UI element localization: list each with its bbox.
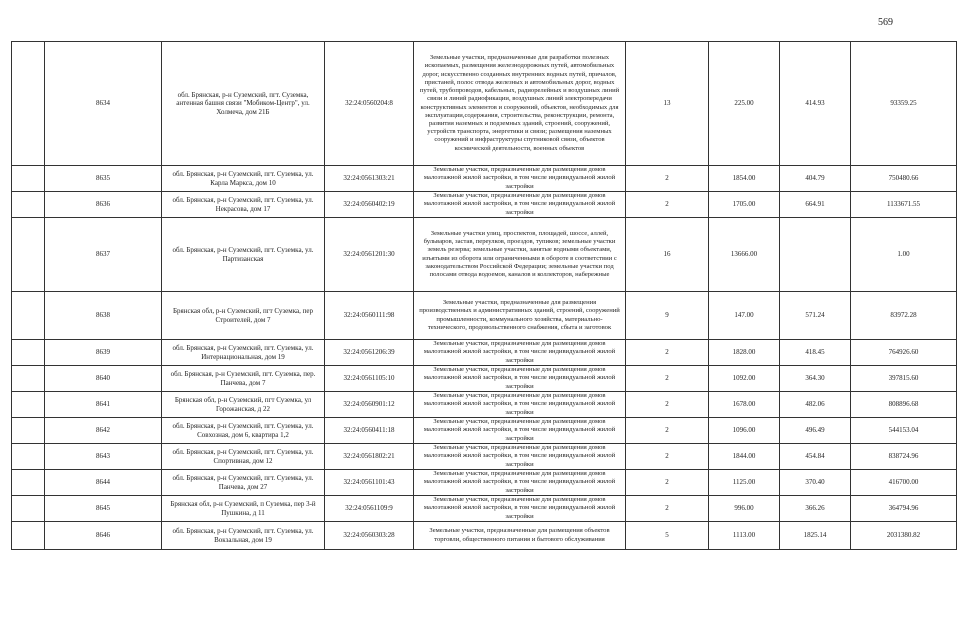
specific-value: 1825.14 bbox=[780, 522, 851, 550]
specific-value: 370.40 bbox=[780, 470, 851, 496]
address-cell: обл. Брянская, р-н Суземский, пгт. Суземка, ул. Партизанская bbox=[162, 218, 325, 292]
specific-value: 364.30 bbox=[780, 366, 851, 392]
cadastral-number: 32:24:0560901:12 bbox=[325, 392, 414, 418]
page-number: 569 bbox=[878, 17, 893, 28]
address-cell: обл. Брянская, р-н Суземский, пгт. Суземка, ул. Интернациональная, дом 19 bbox=[162, 340, 325, 366]
area-value: 1854.00 bbox=[709, 166, 780, 192]
area-value: 1678.00 bbox=[709, 392, 780, 418]
address-cell: Брянская обл, р-н Суземский, п Суземка, пер 3-й Пушкина, д 11 bbox=[162, 496, 325, 522]
cadastral-cost: 1.00 bbox=[851, 218, 957, 292]
spacer-cell bbox=[12, 392, 45, 418]
row-number: 8644 bbox=[45, 470, 162, 496]
group-code: 2 bbox=[626, 496, 709, 522]
group-code: 2 bbox=[626, 340, 709, 366]
table-row bbox=[12, 470, 957, 496]
table-body bbox=[12, 42, 957, 550]
area-value: 225.00 bbox=[709, 42, 780, 166]
row-number: 8634 bbox=[45, 42, 162, 166]
spacer-cell bbox=[12, 292, 45, 340]
cadastral-number: 32:24:0560303:28 bbox=[325, 522, 414, 550]
area-value: 1113.00 bbox=[709, 522, 780, 550]
address-cell: обл. Брянская, р-н Суземский, пгт. Суземка, ул. Совхозная, дом 6, квартира 1,2 bbox=[162, 418, 325, 444]
row-number: 8643 bbox=[45, 444, 162, 470]
table-row bbox=[12, 496, 957, 522]
table-row bbox=[12, 192, 957, 218]
permitted-use: Земельные участки, предназначенные для размещения домов малоэтажной жилой застройки, в том числе индивидуальной жилой застройки bbox=[414, 392, 626, 418]
land-cadastre-table bbox=[11, 41, 957, 550]
address-cell: обл. Брянская, р-н Суземский, пгт. Суземка, ул. Карла Маркса, дом 10 bbox=[162, 166, 325, 192]
address-cell: обл. Брянская, р-н Суземский, пгт. Суземка, ул. Некрасова, дом 17 bbox=[162, 192, 325, 218]
group-code: 5 bbox=[626, 522, 709, 550]
group-code: 2 bbox=[626, 444, 709, 470]
table-row bbox=[12, 292, 957, 340]
specific-value: 496.49 bbox=[780, 418, 851, 444]
permitted-use: Земельные участки, предназначенные для размещения объектов торговли, общественного питания и бытового обслуживания bbox=[414, 522, 626, 550]
cadastral-number: 32:24:0561105:10 bbox=[325, 366, 414, 392]
cadastral-cost: 1133671.55 bbox=[851, 192, 957, 218]
row-number: 8645 bbox=[45, 496, 162, 522]
area-value: 1828.00 bbox=[709, 340, 780, 366]
specific-value: 414.93 bbox=[780, 42, 851, 166]
cadastral-number: 32:24:0561109:9 bbox=[325, 496, 414, 522]
cadastral-cost: 764926.60 bbox=[851, 340, 957, 366]
spacer-cell bbox=[12, 522, 45, 550]
cadastral-cost: 364794.96 bbox=[851, 496, 957, 522]
cadastral-cost: 83972.28 bbox=[851, 292, 957, 340]
address-cell: обл. Брянская, р-н Суземский, пгт. Суземка, ул. Панчева, дом 27 bbox=[162, 470, 325, 496]
permitted-use: Земельные участки, предназначенные для размещения производственных и административных зданий, строений, сооружений промышленности, коммунального хозяйства, материально-технического, продовольственного снабжения, сбыта и заготовок bbox=[414, 292, 626, 340]
cadastral-number: 32:24:0561206:39 bbox=[325, 340, 414, 366]
permitted-use: Земельные участки, предназначенные для размещения домов малоэтажной жилой застройки, в том числе индивидуальной жилой застройки bbox=[414, 192, 626, 218]
table-row bbox=[12, 444, 957, 470]
permitted-use: Земельные участки, предназначенные для размещения домов малоэтажной жилой застройки, в том числе индивидуальной жилой застройки bbox=[414, 366, 626, 392]
row-number: 8646 bbox=[45, 522, 162, 550]
spacer-cell bbox=[12, 444, 45, 470]
table-row bbox=[12, 366, 957, 392]
cadastral-number: 32:24:0561303:21 bbox=[325, 166, 414, 192]
spacer-cell bbox=[12, 218, 45, 292]
cadastral-cost: 750480.66 bbox=[851, 166, 957, 192]
specific-value: 454.84 bbox=[780, 444, 851, 470]
row-number: 8636 bbox=[45, 192, 162, 218]
cadastral-cost: 416700.00 bbox=[851, 470, 957, 496]
specific-value: 664.91 bbox=[780, 192, 851, 218]
address-cell: Брянская обл, р-н Суземский, пгт Суземка, ул Горожанская, д 22 bbox=[162, 392, 325, 418]
permitted-use: Земельные участки улиц, проспектов, площадей, шоссе, аллей, бульваров, застав, переулков, проездов, тупиков; земельные участки земель резерва; земельные участки, занятые водными объектами, изъятыми из оборота или ограниченными в обороте в соответствии с законодательством Российской Федерации; земельные участки под полосами отвода водоемов, каналов и коллекторов, набережные bbox=[414, 218, 626, 292]
area-value: 1096.00 bbox=[709, 418, 780, 444]
spacer-cell bbox=[12, 340, 45, 366]
group-code: 13 bbox=[626, 42, 709, 166]
permitted-use: Земельные участки, предназначенные для размещения домов малоэтажной жилой застройки, в том числе индивидуальной жилой застройки bbox=[414, 444, 626, 470]
table-row bbox=[12, 166, 957, 192]
cadastral-cost: 808896.68 bbox=[851, 392, 957, 418]
group-code: 2 bbox=[626, 418, 709, 444]
table-row bbox=[12, 522, 957, 550]
specific-value: 571.24 bbox=[780, 292, 851, 340]
group-code: 16 bbox=[626, 218, 709, 292]
cadastral-cost: 2031380.82 bbox=[851, 522, 957, 550]
row-number: 8637 bbox=[45, 218, 162, 292]
spacer-cell bbox=[12, 166, 45, 192]
area-value: 147.00 bbox=[709, 292, 780, 340]
area-value: 1092.00 bbox=[709, 366, 780, 392]
cadastral-number: 32:24:0560204:8 bbox=[325, 42, 414, 166]
spacer-cell bbox=[12, 42, 45, 166]
specific-value: 404.79 bbox=[780, 166, 851, 192]
group-code: 2 bbox=[626, 366, 709, 392]
cadastral-cost: 397815.60 bbox=[851, 366, 957, 392]
spacer-cell bbox=[12, 192, 45, 218]
specific-value: 418.45 bbox=[780, 340, 851, 366]
row-number: 8639 bbox=[45, 340, 162, 366]
address-cell: Брянская обл, р-н Суземский, пгт Суземка, пер Строителей, дом 7 bbox=[162, 292, 325, 340]
cadastral-number: 32:24:0560402:19 bbox=[325, 192, 414, 218]
cadastral-number: 32:24:0560411:18 bbox=[325, 418, 414, 444]
address-cell: обл. Брянская, р-н Суземский, пгт. Суземка, ул. Вокзальная, дом 19 bbox=[162, 522, 325, 550]
area-value: 1705.00 bbox=[709, 192, 780, 218]
cadastral-number: 32:24:0561101:43 bbox=[325, 470, 414, 496]
specific-value: 482.06 bbox=[780, 392, 851, 418]
row-number: 8640 bbox=[45, 366, 162, 392]
spacer-cell bbox=[12, 366, 45, 392]
spacer-cell bbox=[12, 470, 45, 496]
spacer-cell bbox=[12, 418, 45, 444]
address-cell: обл. Брянская, р-н Суземский, пгт. Суземка, антенная башня связи "Мобиком-Центр", ул. Холмеча, дом 21Б bbox=[162, 42, 325, 166]
address-cell: обл. Брянская, р-н Суземский, пгт. Суземка, ул. Спортивная, дом 12 bbox=[162, 444, 325, 470]
row-number: 8638 bbox=[45, 292, 162, 340]
area-value: 13666.00 bbox=[709, 218, 780, 292]
area-value: 1844.00 bbox=[709, 444, 780, 470]
spacer-cell bbox=[12, 496, 45, 522]
cadastral-number: 32:24:0561201:30 bbox=[325, 218, 414, 292]
permitted-use: Земельные участки, предназначенные для разработки полезных ископаемых, размещения железнодорожных путей, автомобильных дорог, искусственно созданных внутренних водных путей, причалов, пристаней, полос отвода железных и автомобильных дорог, водных путей, трубопроводов, кабельных, радиорелейных и воздушных линий связи и линий радиофикации, воздушных линий электропередачи конструктивных элементов и сооружений, объектов, необходимых для эксплуатации,содержания, строительства, реконструкции, ремонта, развития наземных и подземных зданий, строений, сооружений, устройств транспорта, энергетики и связи; размещения наземных сооружений и инфраструктуры спутниковой связи, объектов космической деятельности, военных объектов bbox=[414, 42, 626, 166]
specific-value: 366.26 bbox=[780, 496, 851, 522]
row-number: 8641 bbox=[45, 392, 162, 418]
permitted-use: Земельные участки, предназначенные для размещения домов малоэтажной жилой застройки, в том числе индивидуальной жилой застройки bbox=[414, 418, 626, 444]
permitted-use: Земельные участки, предназначенные для размещения домов малоэтажной жилой застройки, в том числе индивидуальной жилой застройки bbox=[414, 496, 626, 522]
cadastral-number: 32:24:0560111:98 bbox=[325, 292, 414, 340]
cadastral-number: 32:24:0561802:21 bbox=[325, 444, 414, 470]
cadastral-cost: 544153.04 bbox=[851, 418, 957, 444]
table-row bbox=[12, 42, 957, 166]
group-code: 2 bbox=[626, 470, 709, 496]
table-row bbox=[12, 218, 957, 292]
cadastral-cost: 838724.96 bbox=[851, 444, 957, 470]
specific-value bbox=[780, 218, 851, 292]
table-row bbox=[12, 392, 957, 418]
cadastral-cost: 93359.25 bbox=[851, 42, 957, 166]
group-code: 2 bbox=[626, 392, 709, 418]
area-value: 996.00 bbox=[709, 496, 780, 522]
table-row bbox=[12, 418, 957, 444]
permitted-use: Земельные участки, предназначенные для размещения домов малоэтажной жилой застройки, в том числе индивидуальной жилой застройки bbox=[414, 470, 626, 496]
address-cell: обл. Брянская, р-н Суземский, пгт. Суземка, пер. Панчева, дом 7 bbox=[162, 366, 325, 392]
group-code: 9 bbox=[626, 292, 709, 340]
row-number: 8635 bbox=[45, 166, 162, 192]
group-code: 2 bbox=[626, 166, 709, 192]
permitted-use: Земельные участки, предназначенные для размещения домов малоэтажной жилой застройки, в том числе индивидуальной жилой застройки bbox=[414, 166, 626, 192]
row-number: 8642 bbox=[45, 418, 162, 444]
area-value: 1125.00 bbox=[709, 470, 780, 496]
group-code: 2 bbox=[626, 192, 709, 218]
permitted-use: Земельные участки, предназначенные для размещения домов малоэтажной жилой застройки, в том числе индивидуальной жилой застройки bbox=[414, 340, 626, 366]
table-row bbox=[12, 340, 957, 366]
